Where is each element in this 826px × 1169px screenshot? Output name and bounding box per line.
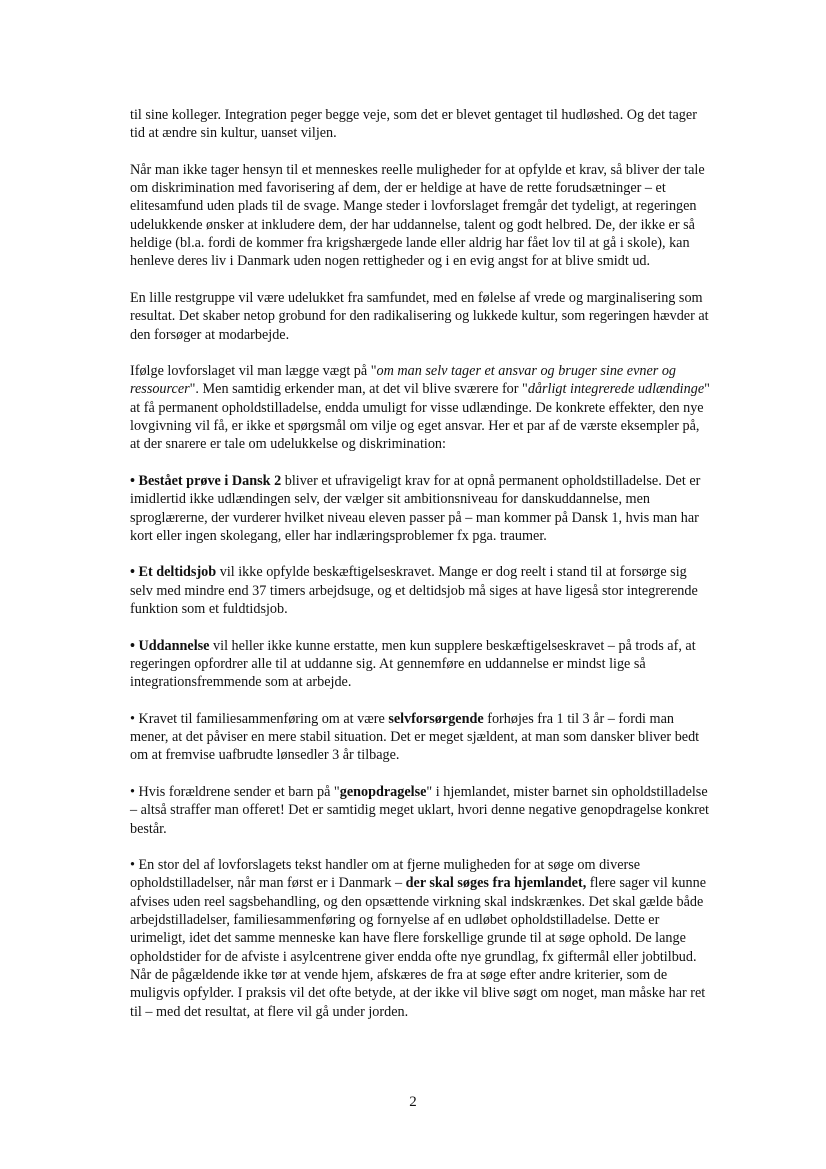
text-run: Ifølge lovforslaget vil man lægge vægt på " — [130, 363, 377, 380]
body-text — [130, 106, 710, 1039]
bullet-uddannelse — [130, 637, 710, 692]
text-run: forhøjes fra 1 til 3 år – fordi man mener, at det påviser en mere stabil situation. Det er meget sjældent, at man som dansker bliver bedt om at fremvise uafbrudte lønsedler 3 år tilbage. — [130, 710, 700, 764]
text-run: vil ikke opfylde beskæftigelseskravet. Mange er dog reelt i stand til at forsørge sig selv med mindre end 37 timers arbejdsuge, og et deltidsjob må siges at have ligeså stor integrerende funktion som et fuldtidsjob. — [130, 564, 698, 618]
bullet-heading: • Bestået prøve i Dansk 2 — [130, 472, 282, 489]
text-run: • Hvis forældrene sender et barn på " — [130, 783, 340, 800]
text-run: • En stor del af lovforslagets tekst handler om at fjerne muligheden for at søge om diverse opholdstilladelser, når man først er i Danmark – — [130, 857, 641, 892]
bold-term: selvforsørgende — [388, 710, 484, 727]
bullet-genopdragelse — [130, 783, 710, 838]
bullet-deltidsjob — [130, 563, 710, 618]
paragraph-discrimination: Når man ikke tager hensyn til et menneskes reelle muligheder for at opfylde et krav, så bliver der tale om diskrimination med favorisering af dem, der er heldige at have de rette forudsætninger – et elitesamfund uden plads til de svage. Mange steder i lovforslaget fremgår det tydeligt, at regeringen udelukkende ønsker at inkludere dem, der har uddannelse, talent og godt helbred. De, der ikke er så heldige (bl.a. fordi de kommer fra krigshærgede lande eller aldrig har fået lov til at gå i skole), kan henleve deres liv i Danmark uden nogen rettigheder og i en evig angst for at blive smidt ud. — [130, 161, 705, 270]
text-run: ". Men samtidig erkender man, at det vil blive sværere for " — [189, 381, 528, 398]
bullet-hjemlandet — [130, 856, 710, 1021]
paragraph-restgruppe: En lille restgruppe vil være udelukket fra samfundet, med en følelse af vrede og marginalisering som resultat. Det skaber netop grobund for den radikalisering og lukkede kultur, som regeringen hævder at den forsøger at modarbejde. — [130, 289, 709, 343]
text-run: " i hjemlandet, mister barnet sin opholdstilladelse – altså straffer man offeret! Det er samtidig meget uklart, hvori denne negative genopdragelse konkret består. — [130, 783, 709, 837]
italic-quote: dårligt integrerede udlændinge — [527, 381, 705, 398]
bullet-heading: • Et deltidsjob — [130, 564, 217, 581]
paragraph-lovforslag — [130, 362, 710, 453]
text-run: flere sager vil kunne afvises uden reel sagsbehandling, og den opsættende virkning skal indskrænkes. Det skal gælde både arbejdstilladelser, familiesammenføring og fornyelse af en udløbet opholdstilladelse. Dette er urimeligt, idet det samme menneske kan have flere forskellige grunde til at søge ophold. De lange opholdstider for de afviste i asylcentrene giver endda ofte nye grundlag, fx giftermål eller jobtilbud. Når de pågældende ikke tør at vende hjem, afskæres de fra at søge efter andre kriterier, som de muligvis opfylder. I praksis vil det ofte betyde, at der ikke vil blive søgt om noget, man måske har ret til – med det resultat, at flere vil gå under jorden. — [130, 875, 707, 1020]
paragraph-integration: til sine kolleger. Integration peger begge veje, som det er blevet gentaget til hudløshed. Og det tager tid at ændre sin kultur, uanset viljen. — [130, 107, 697, 142]
text-run: • Kravet til familiesammenføring om at være — [130, 710, 389, 727]
bullet-dansk2 — [130, 472, 710, 545]
italic-quote: om man selv tager et ansvar og bruger sine evner og ressourcer — [130, 363, 677, 398]
text-run: bliver et ufravigeligt krav for at opnå permanent opholdstilladelse. Det er imidlertid ikke udlændingen selv, der vælger sit ambitionsniveau for danskuddannelse, men sproglærerne, der vurderer hvilket niveau eleven passer på – man kommer på Dansk 1, hvis man har kort eller ingen skolegang, eller har indlæringsproblemer fx pga. traumer. — [130, 472, 701, 544]
text-run: " at få permanent opholdstilladelse, endda umuligt for visse udlændinge. De konkrete effekter, den nye lovgivning vil få, er ikke et spørgsmål om vilje og eget ansvar. Her et par af de værste eksempler på, at der snarere er tale om udelukkelse og diskrimination: — [130, 381, 710, 453]
bold-term: genopdragelse — [339, 783, 427, 800]
bullet-selvforsoergende — [130, 710, 710, 765]
bullet-heading: • Uddannelse — [130, 637, 210, 654]
page-number: 2 — [409, 1094, 417, 1110]
bold-term: der skal søges fra hjemlandet, — [405, 875, 587, 892]
text-run: vil heller ikke kunne erstatte, men kun supplere beskæftigelseskravet – på trods af, at regeringen opfordrer alle til at uddanne sig. At gennemføre en uddannelse er mindst lige så integrationsfremmende som at arbejde. — [130, 637, 696, 691]
